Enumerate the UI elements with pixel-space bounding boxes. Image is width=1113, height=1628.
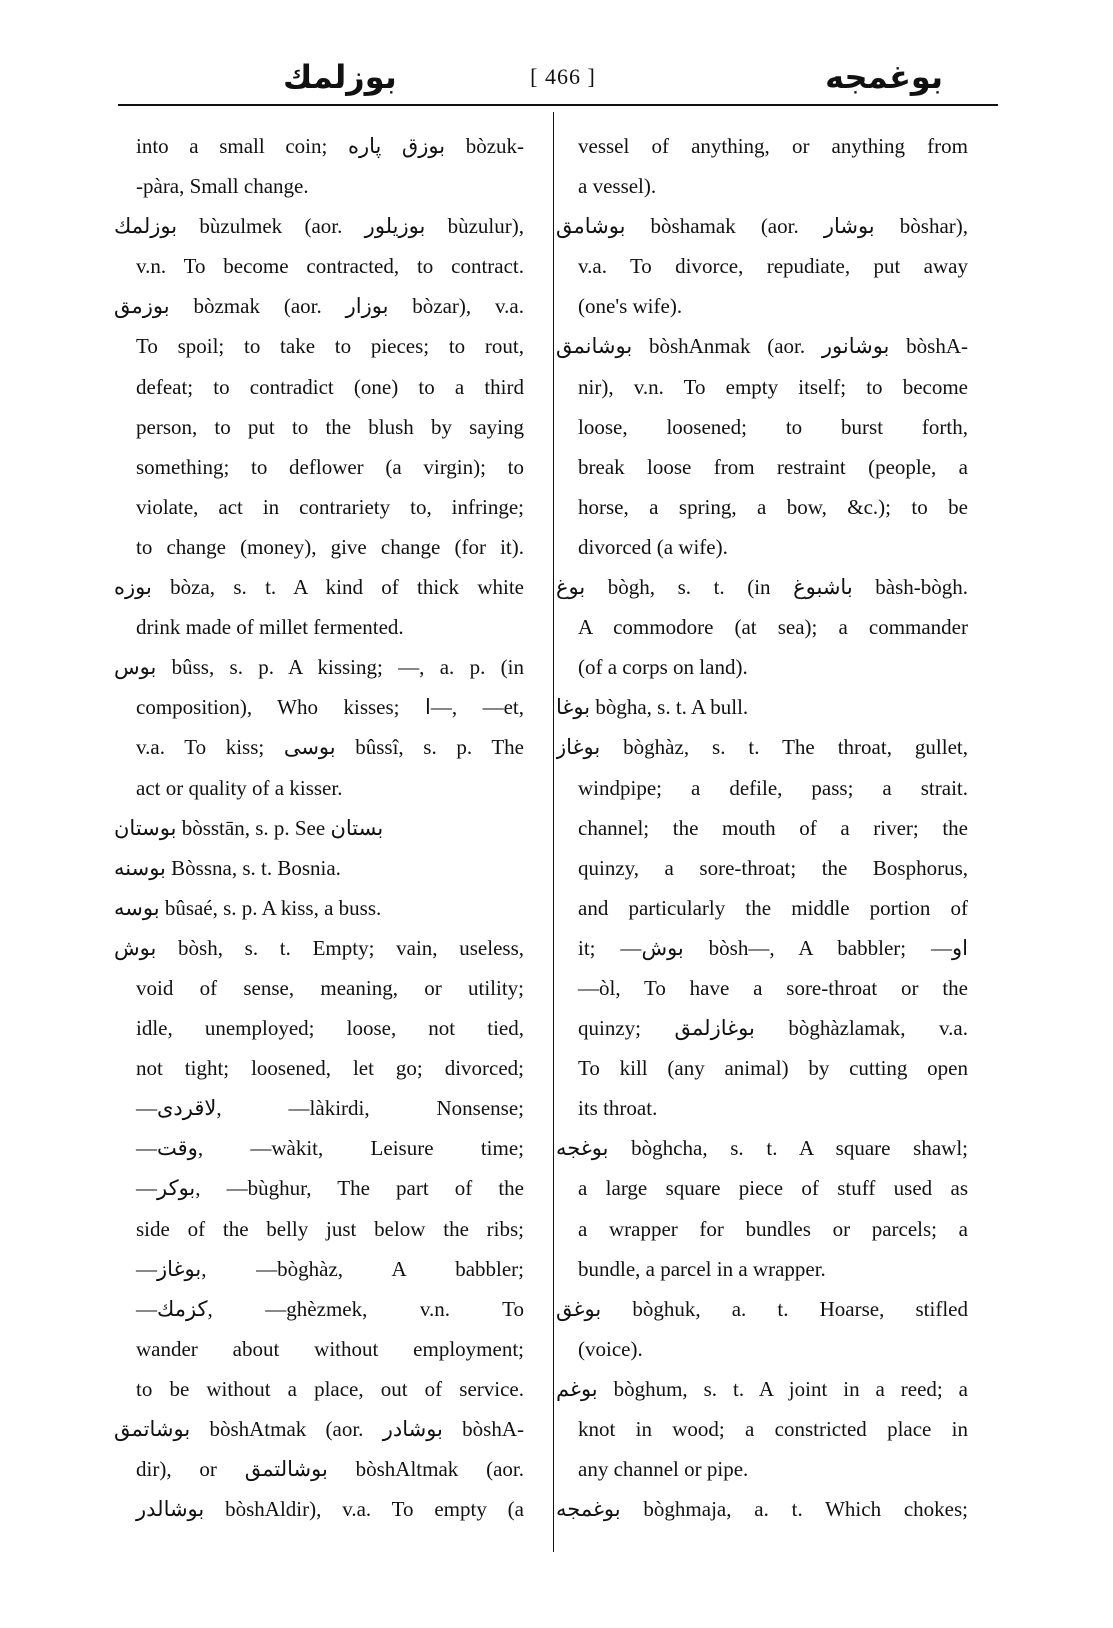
entry-line: violate, act in contrariety to, infringe; — [136, 494, 524, 519]
entry-line: dir), or بوشالتمق bòshAltmak (aor. — [136, 1457, 524, 1482]
entry-line: not tight; loosened, let go; divorced; — [136, 1056, 524, 1081]
entry-line: v.n. To become contracted, to contract. — [136, 254, 524, 279]
entry-line: بوزمق bòzmak (aor. بوزار bòzar), v.a. — [114, 294, 524, 319]
entry-line: windpipe; a defile, pass; a strait. — [578, 775, 968, 800]
entry-line: بوغمجه bòghmaja, a. t. Which chokes; — [556, 1497, 968, 1522]
left-running-headword: بوزلمك — [283, 58, 397, 96]
column-divider — [553, 112, 554, 1552]
entry-line: side of the belly just below the ribs; — [136, 1216, 524, 1241]
entry-line: بوستان bòsstān, s. p. See بستان — [114, 815, 384, 840]
entry-line: a vessel). — [578, 174, 657, 199]
page-header — [118, 58, 998, 102]
entry-line: بوغق bòghuk, a. t. Hoarse, stifled — [556, 1296, 968, 1321]
entry-line: to be without a place, out of service. — [136, 1376, 524, 1401]
entry-line: act or quality of a kisser. — [136, 775, 343, 800]
entry-line: break loose from restraint (people, a — [578, 454, 968, 479]
entry-line: بوغا bògha, s. t. A bull. — [556, 695, 749, 720]
entry-line: its throat. — [578, 1096, 658, 1121]
entry-line: بوشامق bòshamak (aor. بوشار bòshar), — [556, 214, 968, 239]
entry-line: A commodore (at sea); a commander — [578, 615, 968, 640]
entry-line: vessel of anything, or anything from — [578, 134, 968, 158]
entry-line: channel; the mouth of a river; the — [578, 815, 968, 840]
entry-line: knot in wood; a constricted place in — [578, 1417, 968, 1441]
entry-line: —كزمك, —ghèzmek, v.n. To — [136, 1296, 524, 1321]
entry-line: بوشالدر bòshAldir), v.a. To empty (a — [136, 1497, 524, 1522]
entry-line: بوغم bòghum, s. t. A joint in a reed; a — [556, 1376, 968, 1401]
entry-line: بوغاز bòghàz, s. t. The throat, gullet, — [556, 735, 968, 760]
entry-line: بوزه bòza, s. t. A kind of thick white — [114, 575, 524, 600]
entry-line: بوسه bûsaé, s. p. A kiss, a buss. — [114, 895, 382, 920]
entry-line: —بوكر, —bùghur, The part of the — [136, 1176, 524, 1201]
entry-line: into a small coin; بوزق پاره bòzuk- — [136, 134, 524, 158]
entry-line: v.a. To kiss; بوسی bûssî, s. p. The — [136, 735, 524, 760]
entry-line: quinzy; بوغازلمق bòghàzlamak, v.a. — [578, 1016, 968, 1041]
entry-line: and particularly the middle portion of — [578, 895, 968, 920]
entry-line: idle, unemployed; loose, not tied, — [136, 1016, 524, 1041]
entry-line: bundle, a parcel in a wrapper. — [578, 1256, 826, 1281]
entry-line: -pàra, Small change. — [136, 174, 309, 199]
entry-line: quinzy, a sore-throat; the Bosphorus, — [578, 855, 968, 880]
entry-line: (voice). — [578, 1336, 643, 1361]
entry-line: To kill (any animal) by cutting open — [578, 1056, 968, 1081]
entry-line: بوغجه bòghcha, s. t. A square shawl; — [556, 1136, 968, 1161]
entry-line: something; to deflower (a virgin); to — [136, 454, 524, 479]
entry-line: defeat; to contradict (one) to a third — [136, 374, 524, 399]
entry-line: بوزلمك bùzulmek (aor. بوزيلور bùzulur), — [114, 214, 524, 239]
right-running-headword: بوغمجه — [825, 58, 943, 96]
entry-line: —بوغاز, —bòghàz, A babbler; — [136, 1256, 524, 1281]
entry-line: بوس bûss, s. p. A kissing; —, a. p. (in — [114, 655, 524, 680]
entry-line: بوغ bògh, s. t. (in باشبوغ bàsh-bògh. — [556, 575, 968, 600]
entry-line: wander about without employment; — [136, 1336, 524, 1361]
entry-line: void of sense, meaning, or utility; — [136, 975, 524, 1000]
entry-line: v.a. To divorce, repudiate, put away — [578, 254, 968, 279]
entry-line: بوش bòsh, s. t. Empty; vain, useless, — [114, 935, 524, 960]
entry-line: divorced (a wife). — [578, 534, 728, 559]
entry-line: loose, loosened; to burst forth, — [578, 414, 968, 439]
entry-line: —òl, To have a sore-throat or the — [578, 975, 968, 1000]
page-number: [ 466 ] — [530, 64, 596, 89]
entry-line: (one's wife). — [578, 294, 683, 319]
header-rule — [118, 104, 998, 106]
entry-line: (of a corps on land). — [578, 655, 748, 680]
entry-line: it; —بوش bòsh—, A babbler; —او — [578, 935, 968, 960]
entry-line: any channel or pipe. — [578, 1457, 749, 1482]
entry-line: to change (money), give change (for it). — [136, 534, 524, 559]
entry-line: بوشاتمق bòshAtmak (aor. بوشادر bòshA- — [114, 1417, 524, 1441]
entry-line: —لاقردى, —làkirdi, Nonsense; — [136, 1096, 524, 1121]
entry-line: a large square piece of stuff used as — [578, 1176, 968, 1201]
entry-line: a wrapper for bundles or parcels; a — [578, 1216, 968, 1241]
entry-line: To spoil; to take to pieces; to rout, — [136, 334, 524, 359]
entry-line: horse, a spring, a bow, &c.); to be — [578, 494, 968, 519]
entry-line: بوشانمق bòshAnmak (aor. بوشانور bòshA- — [556, 334, 968, 359]
left-column — [114, 126, 524, 1529]
entry-line: composition), Who kisses; ا—, —et, — [136, 695, 524, 720]
right-column — [556, 126, 968, 1529]
entry-line: —وقت, —wàkit, Leisure time; — [136, 1136, 524, 1161]
entry-line: nir), v.n. To empty itself; to become — [578, 374, 968, 399]
entry-line: person, to put to the blush by saying — [136, 414, 524, 439]
entry-line: بوسنه Bòssna, s. t. Bosnia. — [114, 855, 341, 880]
entry-line: drink made of millet fermented. — [136, 615, 404, 640]
